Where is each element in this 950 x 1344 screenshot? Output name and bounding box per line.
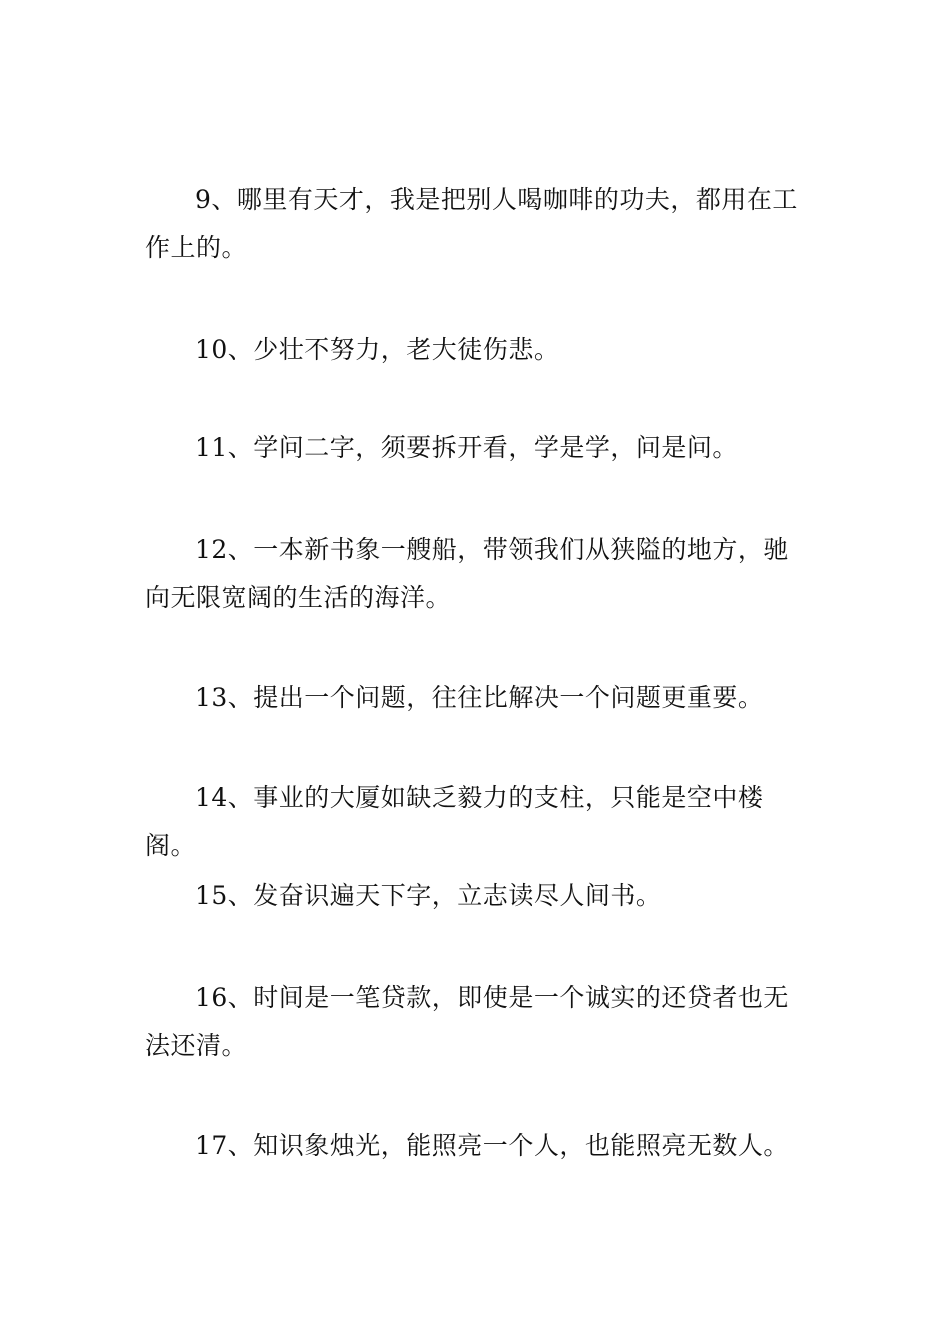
quote-paragraph-14: 14、事业的大厦如缺乏毅力的支柱，只能是空中楼阁。 xyxy=(145,783,764,860)
quote-paragraph-12: 12、一本新书象一艘船，带领我们从狭隘的地方，驰向无限宽阔的生活的海洋。 xyxy=(145,535,789,612)
quote-paragraph-13: 13、提出一个问题，往往比解决一个问题更重要。 xyxy=(195,683,764,712)
quote-paragraph-16: 16、时间是一笔贷款，即使是一个诚实的还贷者也无法还清。 xyxy=(145,983,789,1060)
quote-paragraph-9: 9、哪里有天才，我是把别人喝咖啡的功夫，都用在工作上的。 xyxy=(145,185,798,262)
quote-paragraph-15: 15、发奋识遍天下字，立志读尽人间书。 xyxy=(195,881,662,910)
quote-paragraph-11: 11、学问二字，须要拆开看，学是学，问是问。 xyxy=(195,433,738,462)
quote-paragraph-17: 17、知识象烛光，能照亮一个人，也能照亮无数人。 xyxy=(195,1131,789,1160)
quote-paragraph-10: 10、少壮不努力，老大徒伤悲。 xyxy=(195,335,560,364)
